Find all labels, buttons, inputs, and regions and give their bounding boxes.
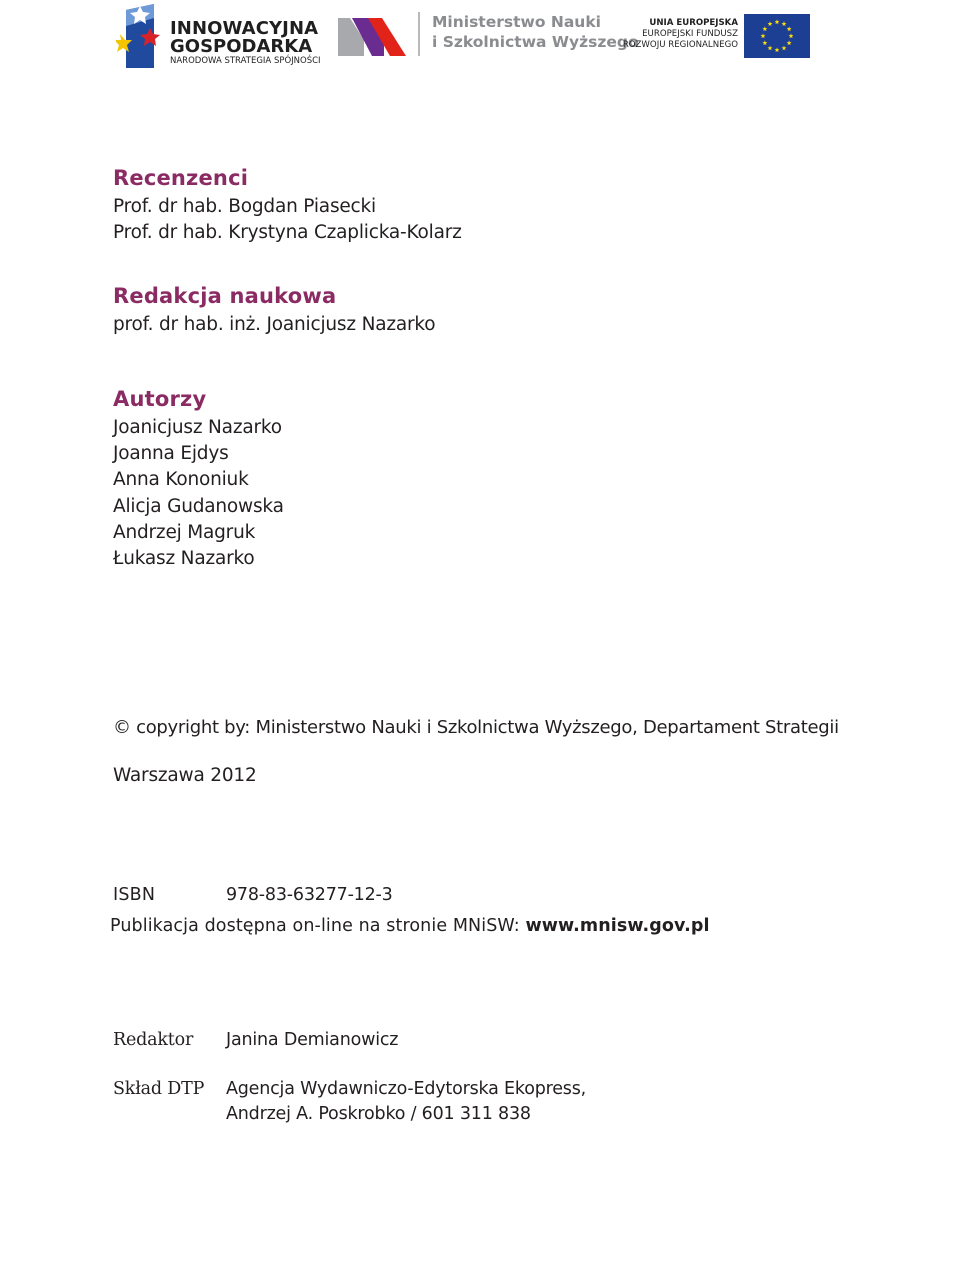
logo-unia-europejska [622, 14, 810, 60]
reviewer-name: Prof. dr hab. Bogdan Piasecki [113, 196, 376, 217]
ministerstwo-emblem-icon [338, 14, 408, 58]
reviewers-heading: Recenzenci [113, 166, 249, 190]
logo-innowacyjna-gospodarka [116, 4, 321, 70]
eu-flag-icon [744, 14, 810, 58]
publication-url: www.mnisw.gov.pl [525, 916, 710, 936]
author-name: Joanicjusz Nazarko [113, 417, 282, 438]
editor-name: Janina Demianowicz [226, 1030, 399, 1050]
dtp-line: Agencja Wydawniczo-Edytorska Ekopress, [226, 1079, 586, 1099]
eu-logo-line2: EUROPEJSKI FUNDUSZ [642, 29, 738, 39]
editorial-heading: Redakcja naukowa [113, 284, 337, 308]
reviewer-name: Prof. dr hab. Krystyna Czaplicka-Kolarz [113, 222, 462, 243]
author-name: Anna Kononiuk [113, 469, 249, 490]
eu-logo-line1: UNIA EUROPEJSKA [649, 18, 738, 28]
innowacyjna-logo-line3: NARODOWA STRATEGIA SPÓJNOŚCI [170, 56, 321, 66]
editor-label: Redaktor [113, 1030, 194, 1050]
innowacyjna-logo-line1: INNOWACYJNA [170, 18, 319, 39]
eu-logo-text [623, 18, 738, 51]
author-name: Andrzej Magruk [113, 522, 256, 543]
isbn-label: ISBN [113, 885, 156, 905]
eu-logo-line3: ROZWOJU REGIONALNEGO [622, 40, 738, 50]
dtp-label: Skład DTP [113, 1079, 205, 1099]
author-name: Alicja Gudanowska [113, 496, 284, 517]
publication-online-note [110, 916, 710, 936]
place-and-year: Warszawa 2012 [113, 765, 257, 786]
author-name: Joanna Ejdys [113, 443, 229, 464]
innowacyjna-logo-line2: GOSPODARKA [170, 36, 313, 57]
ministerstwo-logo-line2: i Szkolnictwa Wyższego [432, 33, 639, 51]
authors-heading: Autorzy [113, 387, 207, 411]
logo-ministerstwo [338, 10, 639, 60]
ministerstwo-logo-line1: Ministerstwo Nauki [432, 13, 601, 31]
author-name: Łukasz Nazarko [113, 548, 255, 569]
isbn-value: 978-83-63277-12-3 [226, 885, 393, 905]
publication-text: Publikacja dostępna on-line na stronie MNiSW: [110, 916, 526, 936]
copyright-notice: © copyright by: Ministerstwo Nauki i Szkolnictwa Wyższego, Departament Strategii [113, 717, 839, 738]
scientific-editor-name: prof. dr hab. inż. Joanicjusz Nazarko [113, 314, 436, 335]
ministerstwo-logo-divider [418, 12, 420, 56]
innowacyjna-gospodarka-emblem-icon [116, 4, 166, 70]
dtp-line: Andrzej A. Poskrobko / 601 311 838 [226, 1104, 531, 1124]
